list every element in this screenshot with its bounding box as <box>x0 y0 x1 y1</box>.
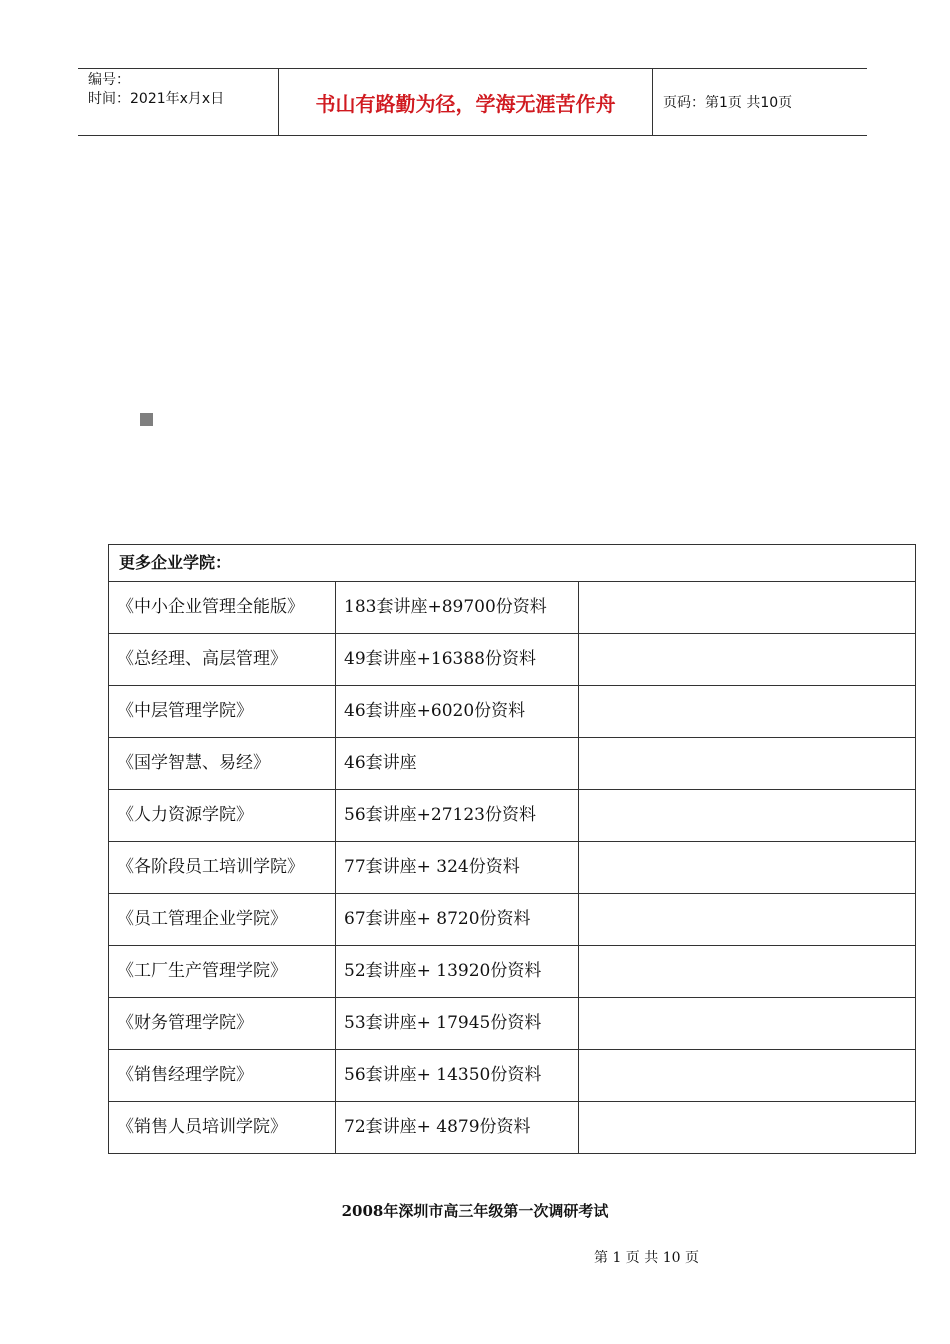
course-name: 《工厂生产管理学院》 <box>109 946 336 998</box>
number-label: 编号： <box>88 72 130 88</box>
course-description: 53套讲座+ 17945份资料 <box>336 998 579 1050</box>
course-table <box>108 544 916 1154</box>
table-row <box>109 738 916 790</box>
course-name: 《总经理、高层管理》 <box>109 634 336 686</box>
page-header <box>78 68 867 136</box>
empty-cell <box>579 1102 916 1154</box>
empty-cell <box>579 738 916 790</box>
empty-cell <box>579 686 916 738</box>
gray-square-marker <box>140 413 153 426</box>
course-description: 72套讲座+ 4879份资料 <box>336 1102 579 1154</box>
header-motto: 书山有路勤为径，学海无涯苦作舟 <box>279 69 653 135</box>
empty-cell <box>579 1050 916 1102</box>
header-page-label: 页码：第1页 共10页 <box>663 95 793 111</box>
empty-cell <box>579 842 916 894</box>
course-description: 46套讲座 <box>336 738 579 790</box>
course-name: 《销售经理学院》 <box>109 1050 336 1102</box>
course-name: 《销售人员培训学院》 <box>109 1102 336 1154</box>
table-row <box>109 946 916 998</box>
table-row <box>109 998 916 1050</box>
table-title: 更多企业学院： <box>109 545 916 582</box>
table-row <box>109 686 916 738</box>
course-description: 183套讲座+89700份资料 <box>336 582 579 634</box>
course-name: 《各阶段员工培训学院》 <box>109 842 336 894</box>
course-description: 77套讲座+ 324份资料 <box>336 842 579 894</box>
course-description: 56套讲座+27123份资料 <box>336 790 579 842</box>
table-row <box>109 894 916 946</box>
empty-cell <box>579 790 916 842</box>
empty-cell <box>579 894 916 946</box>
course-description: 67套讲座+ 8720份资料 <box>336 894 579 946</box>
course-name: 《中层管理学院》 <box>109 686 336 738</box>
course-description: 46套讲座+6020份资料 <box>336 686 579 738</box>
table-row <box>109 790 916 842</box>
course-name: 《财务管理学院》 <box>109 998 336 1050</box>
exam-title: 2008年深圳市高三年级第一次调研考试 <box>341 1202 609 1220</box>
course-description: 52套讲座+ 13920份资料 <box>336 946 579 998</box>
empty-cell <box>579 582 916 634</box>
empty-cell <box>579 946 916 998</box>
table-row <box>109 842 916 894</box>
empty-cell <box>579 998 916 1050</box>
header-meta <box>78 69 279 135</box>
course-name: 《员工管理企业学院》 <box>109 894 336 946</box>
course-name: 《人力资源学院》 <box>109 790 336 842</box>
course-description: 56套讲座+ 14350份资料 <box>336 1050 579 1102</box>
course-description: 49套讲座+16388份资料 <box>336 634 579 686</box>
time-label: 时间：2021年x月x日 <box>88 91 225 107</box>
table-row <box>109 582 916 634</box>
course-name: 《中小企业管理全能版》 <box>109 582 336 634</box>
table-row <box>109 1102 916 1154</box>
table-row <box>109 1050 916 1102</box>
page-footer: 第 1 页 共 10 页 <box>594 1250 699 1266</box>
table-row <box>109 634 916 686</box>
course-name: 《国学智慧、易经》 <box>109 738 336 790</box>
empty-cell <box>579 634 916 686</box>
